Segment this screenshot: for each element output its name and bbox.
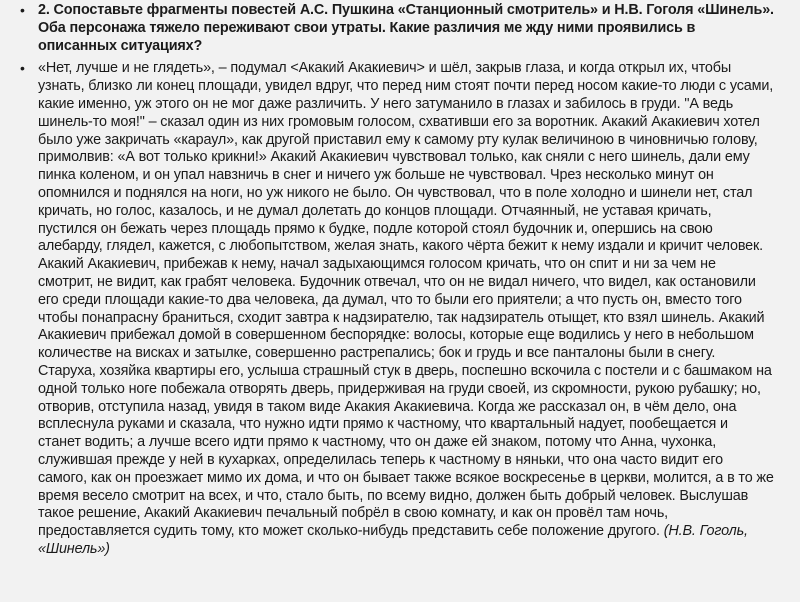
question-item [20, 2, 774, 55]
question-text: 2. Сопоставьте фрагменты повестей А.С. Пушкина «Станционный смотритель» и Н.В. Гоголя «Шинель». Оба персонажа тяжело переживают свои утраты. Какие различия ме жду ними проявились в описанных ситуациях? [38, 2, 774, 54]
fragment-source: (Н.В. Гоголь, «Шинель») [38, 523, 748, 557]
bullet-icon: • [20, 2, 25, 18]
slide [0, 2, 800, 602]
fragment-item [20, 60, 774, 558]
bullet-list [20, 2, 774, 559]
fragment-text: «Нет, лучше и не глядеть», – подумал <Акакий Акакиевич> и шёл, закрыв глаза, и когда открыл их, чтобы узнать, близко ли конец площади, увидел вдруг, что перед ним стоят почти перед носом какие-то люди с усами, какие именно, уж этого он не мог даже различить. У него затуманило в глазах и забилось в груди. "А ведь шинель-то моя!" – сказал один из них громовым голосом, схвативши его за воротник. Акакий Акакиевич хотел было уже закричать «караул», как другой приставил ему к самому рту кулак величиною в чиновничью голову, примолвив: «А вот только крикни!» Акакий Акакиевич чувствовал только, как сняли с него шинель, дали ему пинка коленом, и он упал навзничь в снег и ничего уж больше не чувствовал. Чрез несколько минут он опомнился и поднялся на ноги, но уж никого не было. Он чувствовал, что в поле холодно и шинели нет, стал кричать, но голос, казалось, и не думал долетать до концов площади. Отчаянный, не уставая кричать, пустился он бежать через площадь прямо к будке, подле которой стоял будочник и, опершись на свою алебарду, глядел, кажется, с любопытством, желая знать, какого чёрта бежит к нему издали и кричит человек. Акакий Акакиевич, прибежав к нему, начал задыхающимся голосом кричать, что он спит и ни за чем не смотрит, не видит, как грабят человека. Будочник отвечал, что он не видал ничего, что видел, как остановили его среди площади какие-то два человека, да думал, что то были его приятели; а что пусть он, вместо того чтобы понапрасну браниться, сходит завтра к надзирателю, так надзиратель отыщет, кто взял шинель. Акакий Акакиевич прибежал домой в совершенном беспорядке: волосы, которые еще водились у него в небольшом количестве на висках и затылке, совершенно растрепались; бок и грудь и все панталоны были в снегу. Старуха, хозяйка квартиры его, услыша страшный стук в дверь, поспешно вскочила с постели и с башмаком на одной только ноге побежала отворять дверь, придерживая на груди своей, из скромности, рукою рубашку; но, отворив, отступила назад, увидя в таком виде Акакия Акакиевича. Когда же рассказал он, в чём дело, она всплеснула руками и сказала, что нужно идти прямо к частному, что квартальный надует, пообещается и станет водить; а лучше всего идти прямо к частному, что он даже ей знаком, потому что Анна, чухонка, служившая прежде у ней в кухарках, определилась теперь к частному в няньки, что она часто видит его самого, как он проезжает мимо их дома, и что он бывает также всякое воскресенье в церкви, молится, а в то же время весело смотрит на всех, и что, стало быть, по всему видно, должен быть добрый человек. Выслушав такое решение, Акакий Акакиевич печальный побрёл в свою комнату, и как он провёл там ночь, предоставляется судить тому, кто может сколько-нибудь представить себе положение другого. [38, 60, 774, 540]
bullet-icon: • [20, 60, 25, 77]
